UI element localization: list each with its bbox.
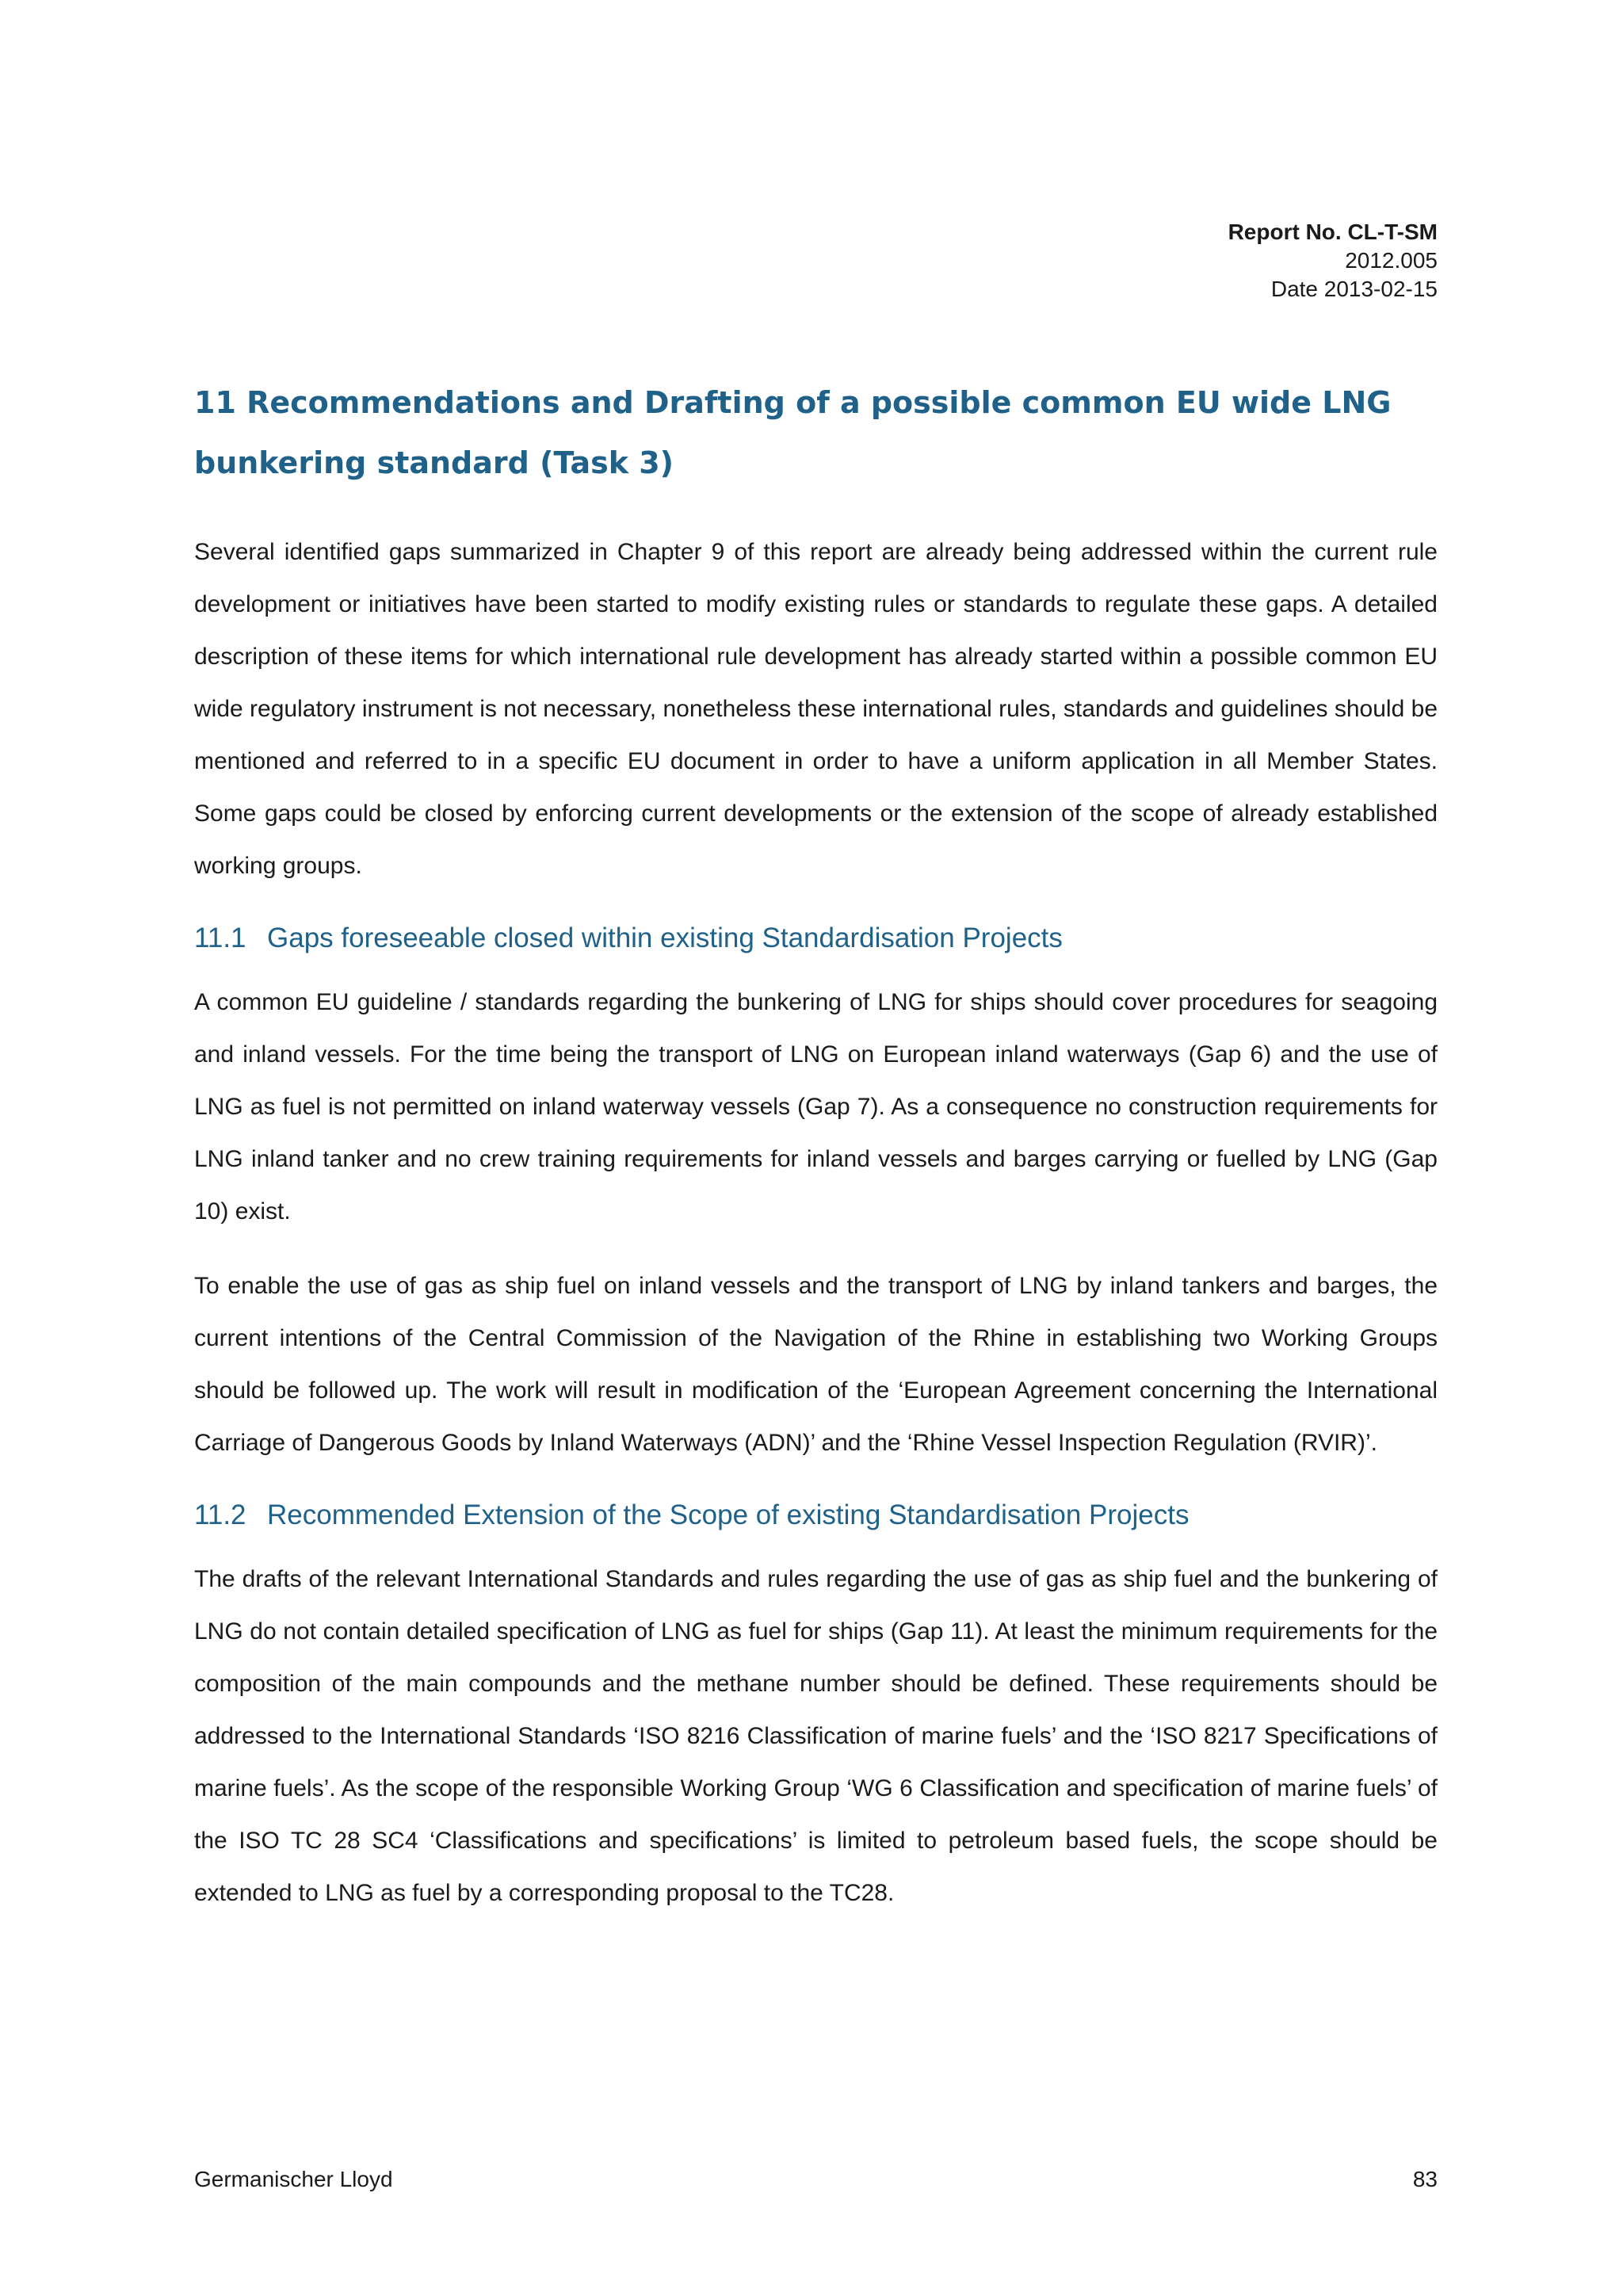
footer-publisher: Germanischer Lloyd	[194, 2167, 393, 2191]
section-number: 11.2	[194, 1499, 246, 1530]
page-footer	[194, 2166, 1438, 2193]
report-date: Date 2013-02-15	[1270, 277, 1438, 301]
report-header	[1228, 218, 1438, 304]
section-heading-11-1	[194, 916, 1438, 961]
section-11-1-paragraph-2: To enable the use of gas as ship fuel on inland vessels and the transport of LNG by inland tankers and barges, the current intentions of the Central Commission of the Navigation of the Rhine in establishing two Working Groups should be followed up. The work will result in modification of the ‘European Agreement concerning the International Carriage of Dangerous Goods by Inland Waterways (ADN)’ and the ‘Rhine Vessel Inspection Regulation (RVIR)’.	[194, 1273, 1438, 1456]
section-title: Recommended Extension of the Scope of existing Standardisation Projects	[267, 1499, 1190, 1530]
section-heading-11-2	[194, 1493, 1438, 1538]
section-number: 11.1	[194, 923, 246, 953]
main-content	[194, 372, 1438, 1920]
section-11-1-paragraph-1: A common EU guideline / standards regarding the bunkering of LNG for ships should cover procedures for seagoing and inland vessels. For the time being the transport of LNG on European inland waterways (Gap 6) and the use of LNG as fuel is not permitted on inland waterway vessels (Gap 7). As a consequence no construction requirements for LNG inland tanker and no crew training requirements for inland vessels and barges carrying or fuelled by LNG (Gap 10) exist.	[194, 989, 1438, 1224]
section-title: Gaps foreseeable closed within existing Standardisation Projects	[267, 923, 1063, 953]
chapter-title: Recommendations and Drafting of a possible common EU wide LNG bunkering standard (Task 3)	[194, 385, 1392, 480]
chapter-heading	[194, 372, 1438, 493]
chapter-number: 11	[194, 385, 236, 420]
report-number-value: 2012.005	[1345, 248, 1438, 273]
intro-paragraph: Several identified gaps summarized in Chapter 9 of this report are already being addressed within the current rule development or initiatives have been started to modify existing rules or standards to regulate these gaps. A detailed description of these items for which international rule development has already started within a possible common EU wide regulatory instrument is not necessary, nonetheless these international rules, standards and guidelines should be mentioned and referred to in a specific EU document in order to have a uniform application in all Member States. Some gaps could be closed by enforcing current developments or the extension of the scope of already established working groups.	[194, 539, 1438, 879]
report-number-label: Report No. CL-T-SM	[1228, 220, 1438, 244]
section-11-2-paragraph-1: The drafts of the relevant International Standards and rules regarding the use of gas as ship fuel and the bunkering of LNG do not contain detailed specification of LNG as fuel for ships (Gap 11). At least the minimum requirements for the composition of the main compounds and the methane number should be defined. These requirements should be addressed to the International Standards ‘ISO 8216 Classification of marine fuels’ and the ‘ISO 8217 Specifications of marine fuels’. As the scope of the responsible Working Group ‘WG 6 Classification and specification of marine fuels’ of the ISO TC 28 SC4 ‘Classifications and specifications’ is limited to petroleum based fuels, the scope should be extended to LNG as fuel by a corresponding proposal to the TC28.	[194, 1566, 1438, 1906]
page-number: 83	[1412, 2167, 1438, 2191]
